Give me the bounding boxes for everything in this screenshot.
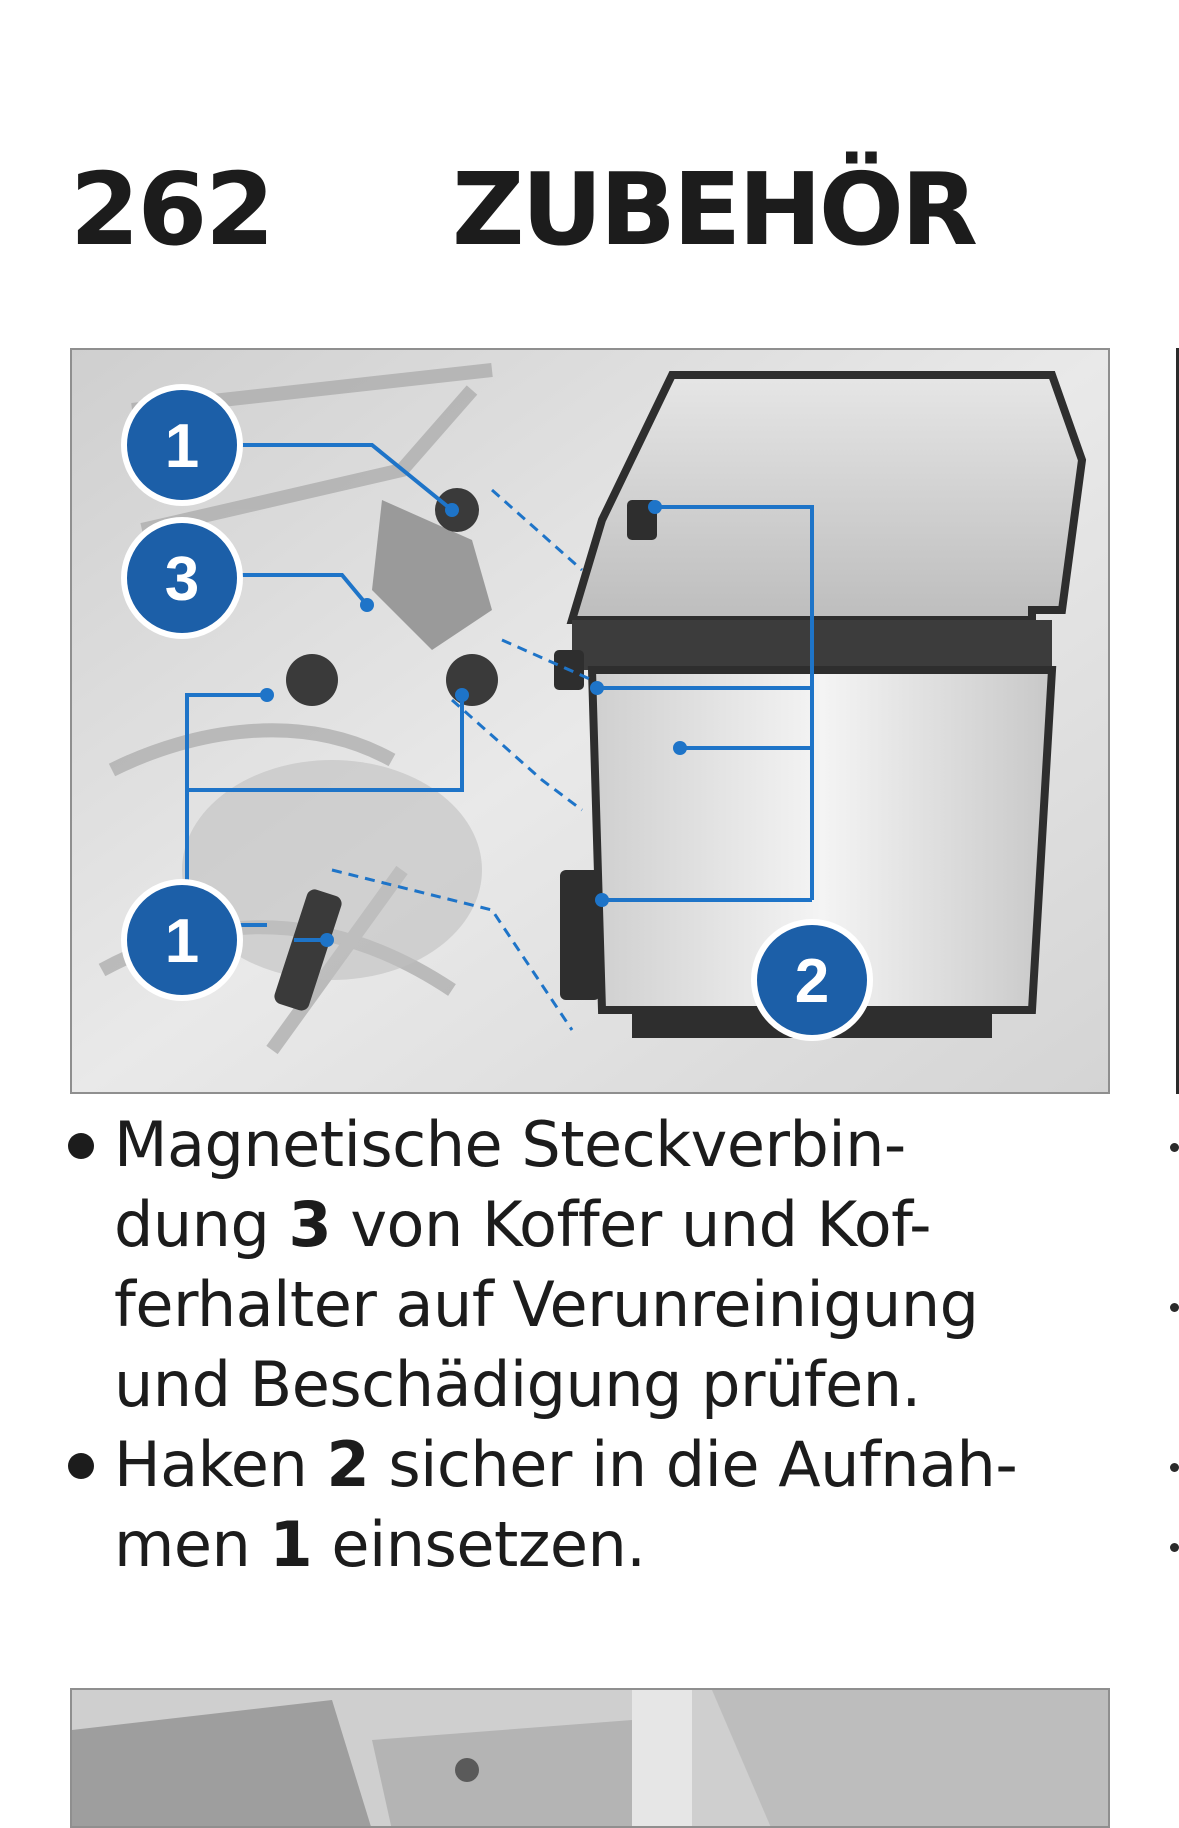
svg-text:1: 1 [164, 907, 200, 976]
instruction-text: ferhalter auf Verunreinigung [114, 1268, 979, 1341]
instruction-text: dung [114, 1188, 289, 1261]
instruction-text: sicher in die Aufnah- [369, 1428, 1018, 1501]
instruction-list [66, 1105, 1146, 1585]
svg-text:3: 3 [164, 545, 200, 614]
callout-1-top [124, 387, 240, 503]
chapter-title: ZUBEHÖR [452, 151, 975, 268]
callout-3 [124, 520, 240, 636]
bullet-dot [68, 1133, 94, 1159]
callout-1-bottom [124, 882, 240, 998]
reference-number: 1 [269, 1508, 313, 1581]
svg-text:1: 1 [164, 412, 200, 481]
instruction-text: und Beschädigung prüfen. [114, 1348, 921, 1421]
second-illustration-svg [72, 1690, 1110, 1828]
second-illustration [70, 1688, 1110, 1828]
instruction-text: einsetzen. [312, 1508, 646, 1581]
pannier-mounting-illustration [70, 348, 1110, 1094]
instruction-text: men [114, 1508, 270, 1581]
svg-text:2: 2 [794, 947, 830, 1016]
instruction-text: von Koffer und Kof- [331, 1188, 931, 1261]
reference-number: 3 [288, 1188, 332, 1261]
illustration-svg [72, 350, 1110, 1094]
instruction-item [66, 1105, 1146, 1425]
bullet-dot [68, 1453, 94, 1479]
page-number: 262 [70, 151, 273, 268]
instruction-text: Magnetische Steckverbin- [114, 1108, 906, 1181]
instruction-text: Haken [114, 1428, 327, 1501]
instruction-item [66, 1425, 1146, 1585]
reference-number: 2 [326, 1428, 370, 1501]
callout-2 [754, 922, 870, 1038]
